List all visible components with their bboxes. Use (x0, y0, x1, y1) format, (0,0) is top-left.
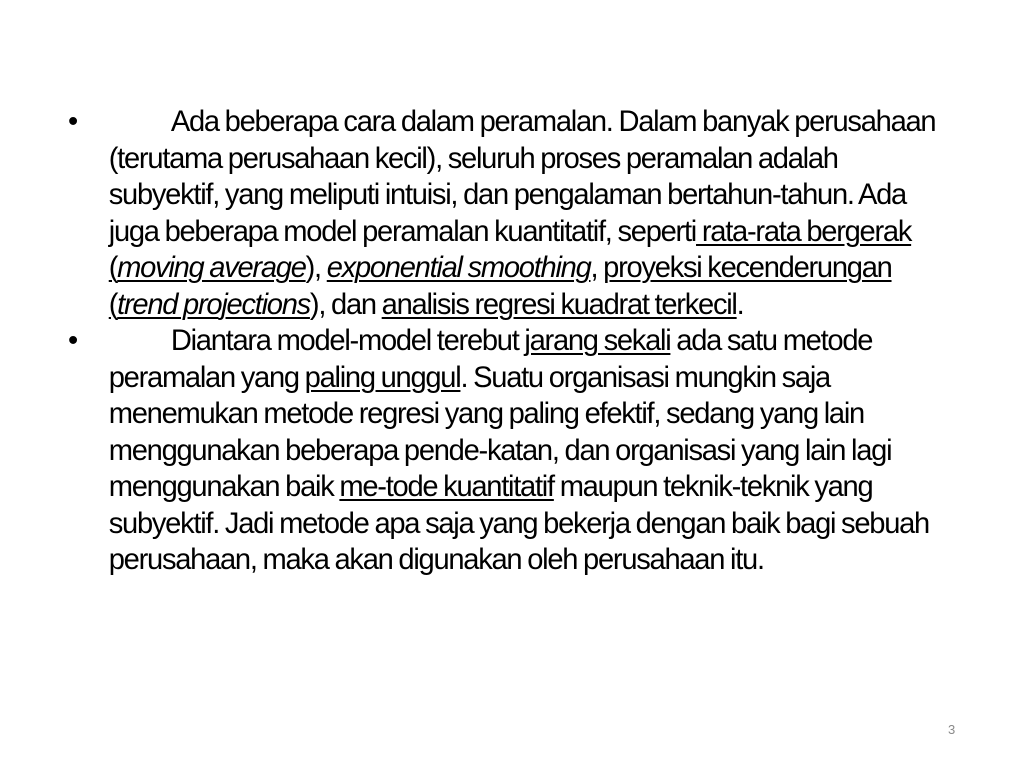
paragraph-text: . Suatu organisasi mungkin saja menemukan metode regresi yang paling efektif, sedang yang lain menggunakan beberapa pende-katan, dan organisasi yang lain lagi menggunakan baik (108, 360, 892, 503)
term-text: rata-rata bergerak ( (108, 214, 912, 284)
bullet-icon: • (68, 105, 77, 138)
period-text: . (736, 287, 744, 321)
term-italic-text: moving average (117, 251, 306, 284)
page-number: 3 (948, 722, 956, 737)
opening-paren: ( (108, 287, 118, 321)
bullet-icon: • (68, 324, 77, 357)
underlined-term-metode-kuantitatif: me-tode kuantitatif (339, 470, 554, 503)
underlined-term-jarang-sekali: jarang sekali (524, 324, 671, 357)
term-italic-text: trend projections (117, 287, 310, 321)
bullet-paragraph-1 (68, 104, 941, 323)
paragraph-text: Diantara model-model terebut (170, 324, 525, 357)
underlined-term-trend-projections (109, 288, 310, 321)
bullet-list (68, 104, 968, 579)
underlined-term-paling-unggul: paling unggul (304, 360, 461, 394)
separator-text: , (314, 251, 327, 284)
paragraph-text: maupun teknik-teknik yang subyektif. Jadi metode apa saja yang bekerja dengan baik bagi sebuah perusahaan, maka akan digunakan oleh perusahaan itu. (108, 470, 929, 576)
underlined-term-proyeksi-kecenderungan: proyeksi kecenderungan (603, 251, 892, 284)
paragraph-text: Ada beberapa cara dalam peramalan. Dalam banyak perusahaan (terutama perusahaan kecil), seluruh proses peramalan adalah subyektif, yang meliputi intuisi, dan pengalaman bertahun-tahun. Ada juga beberapa model peramalan kuantitatif, seperti (108, 105, 936, 248)
underlined-term-exponential-smoothing: exponential smoothing (326, 251, 591, 284)
paragraph-text: ada satu metode peramalan yang (108, 324, 873, 394)
closing-paren: ) (309, 287, 319, 321)
separator-text: , dan (318, 287, 382, 321)
underlined-term-analisis-regresi: analisis regresi kuadrat terkecil (381, 287, 737, 321)
bullet-paragraph-2 (68, 323, 941, 579)
separator-text: , (590, 251, 604, 284)
closing-paren: ) (305, 251, 315, 284)
